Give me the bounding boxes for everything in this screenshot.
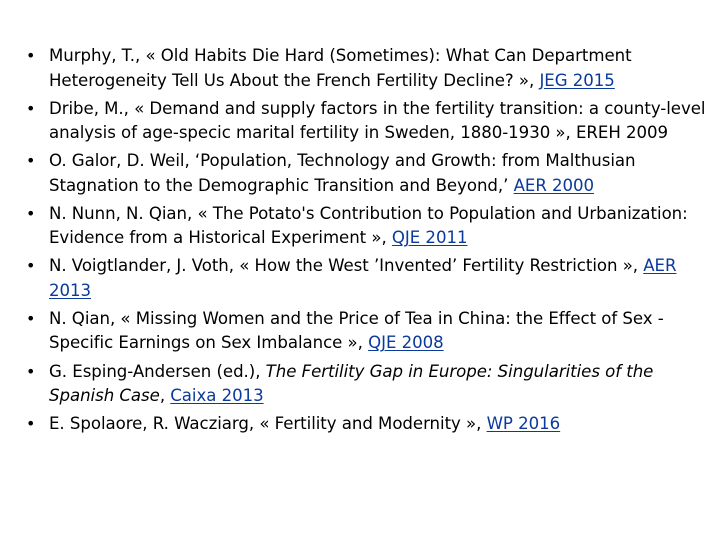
reference-link[interactable]: WP 2016 [486, 414, 561, 434]
reference-item [26, 412, 706, 437]
reference-text: Murphy, T., « Old Habits Die Hard (Sometimes): What Can Department Heterogeneity Tell Us About the French Fertility Decline? », [49, 46, 632, 90]
reference-item [26, 149, 706, 198]
reference-link[interactable]: QJE 2011 [391, 228, 468, 248]
bullet-icon: • [26, 151, 36, 171]
reference-link[interactable]: AER 2000 [513, 175, 595, 195]
reference-link[interactable]: JEG 2015 [539, 70, 615, 90]
reference-link[interactable]: QJE 2008 [368, 333, 444, 353]
reference-item [26, 97, 706, 146]
bullet-icon: • [26, 256, 36, 276]
reference-text: N. Qian, « Missing Women and the Price of Tea in China: the Effect of Sex -Specific Earnings on Sex Imbalance », [49, 308, 664, 353]
reference-text: N. Nunn, N. Qian, « The Potato's Contribution to Population and Urbanization: Evidence from a Historical Experiment », [49, 203, 688, 248]
reference-item [26, 44, 706, 93]
bullet-icon: • [26, 203, 36, 223]
reference-text: , [159, 386, 171, 406]
reference-text: Dribe, M., « Demand and supply factors in the fertility transition: a county-level analysis of age-specic marital fertility in Sweden, 1880-1930 », EREH 2009 [49, 98, 706, 143]
reference-text: O. Galor, D. Weil, ‘Population, Technology and Growth: from Malthusian Stagnation to the Demographic Transition and Beyond,’ [49, 151, 636, 195]
bullet-icon: • [26, 46, 36, 65]
bullet-icon: • [26, 361, 36, 381]
bullet-icon: • [26, 414, 36, 434]
reference-item [26, 202, 706, 251]
reference-link[interactable]: AER 2013 [49, 256, 677, 300]
bullet-icon: • [26, 308, 36, 328]
reference-item [26, 360, 706, 409]
reference-link[interactable]: Caixa 2013 [170, 386, 264, 406]
reference-text: E. Spolaore, R. Wacziarg, « Fertility and Modernity », [49, 414, 487, 434]
reference-text: N. Voigtlander, J. Voth, « How the West ’Invented’ Fertility Restriction », [49, 256, 644, 276]
reference-item [26, 307, 706, 356]
bullet-icon: • [26, 98, 36, 118]
reference-title-italic: The Fertility Gap in Europe: Singularities of the Spanish Case [49, 361, 654, 406]
reference-item [26, 254, 706, 303]
reference-text: G. Esping-Andersen (ed.), [49, 361, 266, 381]
reference-list [26, 44, 706, 440]
